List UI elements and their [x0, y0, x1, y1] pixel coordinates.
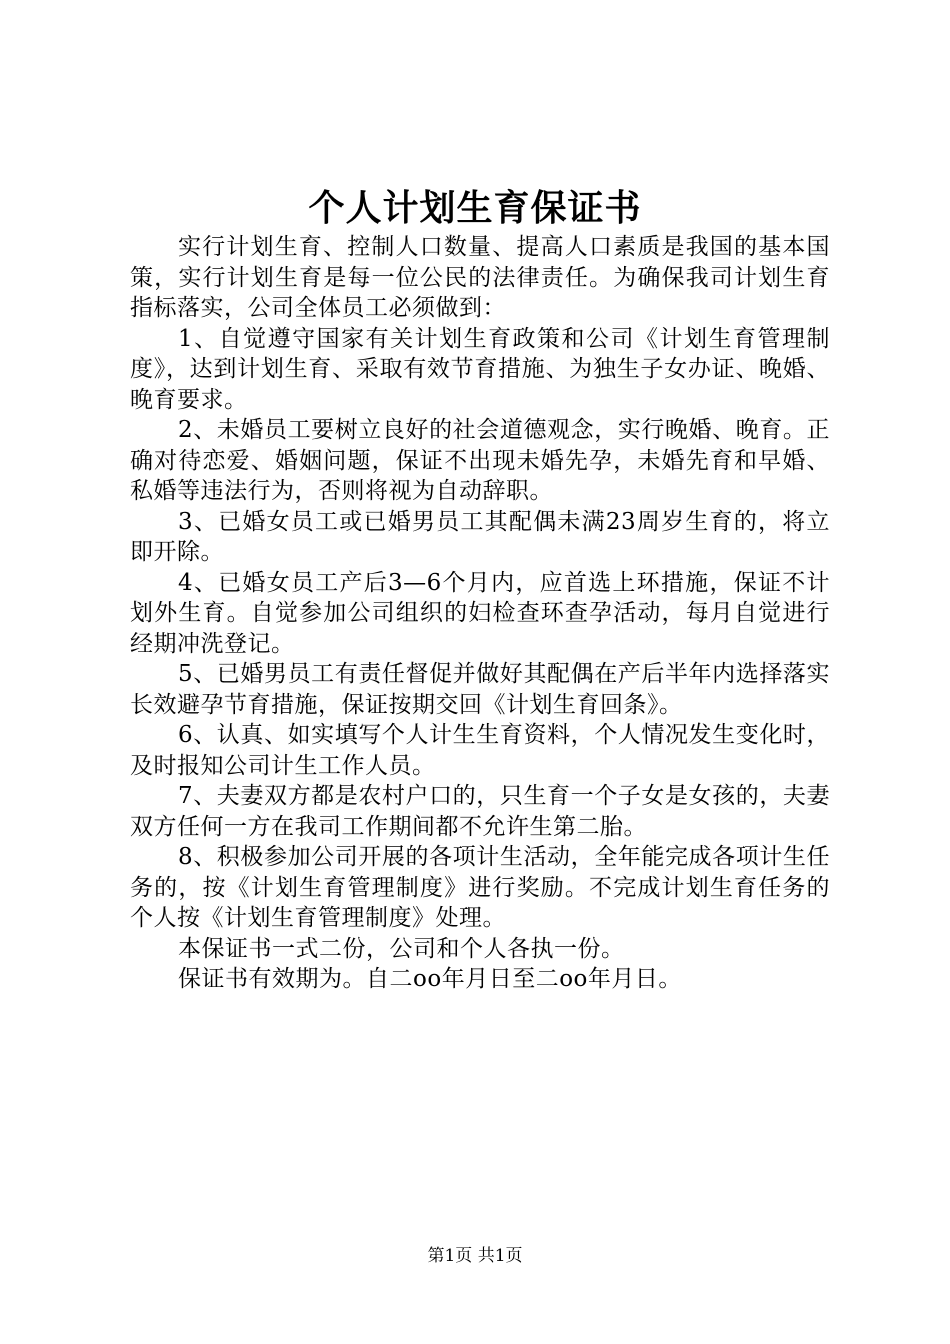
clause-7: 7、夫妻双方都是农村户口的，只生育一个子女是女孩的，夫妻双方任何一方在我司工作期间都不允许生第二胎。: [130, 783, 830, 840]
intro-paragraph: 实行计划生育、控制人口数量、提高人口素质是我国的基本国策，实行计划生育是每一位公民的法律责任。为确保我司计划生育指标落实，公司全体员工必须做到：: [130, 234, 830, 321]
clause-2: 2、未婚员工要树立良好的社会道德观念，实行晚婚、晚育。正确对待恋爱、婚姻问题，保证不出现未婚先孕，未婚先育和早婚、私婚等违法行为，否则将视为自动辞职。: [130, 417, 830, 504]
document-title: 个人计划生育保证书: [308, 187, 642, 229]
clause-1: 1、自觉遵守国家有关计划生育政策和公司《计划生育管理制度》，达到计划生育、采取有效节育措施、为独生子女办证、晚婚、晚育要求。: [130, 325, 830, 413]
page-footer: 第1页 共1页: [427, 1246, 523, 1266]
clause-6: 6、认真、如实填写个人计生生育资料，个人情况发生变化时，及时报知公司计生工作人员。: [130, 722, 830, 779]
clause-4: 4、已婚女员工产后3—6个月内，应首选上环措施，保证不计划外生育。自觉参加公司组织的妇检查环查孕活动，每月自觉进行经期冲洗登记。: [130, 569, 830, 657]
clause-3: 3、已婚女员工或已婚男员工其配偶未满23周岁生育的，将立即开除。: [130, 508, 830, 565]
clause-5: 5、已婚男员工有责任督促并做好其配偶在产后半年内选择落实长效避孕节育措施，保证按期交回《计划生育回条》。: [130, 661, 830, 718]
document-body: [130, 232, 830, 995]
validity-note: 保证书有效期为。自二oo年月日至二oo年月日。: [178, 966, 682, 992]
clause-8: 8、积极参加公司开展的各项计生活动，全年能完成各项计生任务的，按《计划生育管理制度》进行奖励。不完成计划生育任务的个人按《计划生育管理制度》处理。: [130, 844, 830, 931]
copies-note: 本保证书一式二份，公司和个人各执一份。: [178, 935, 625, 962]
